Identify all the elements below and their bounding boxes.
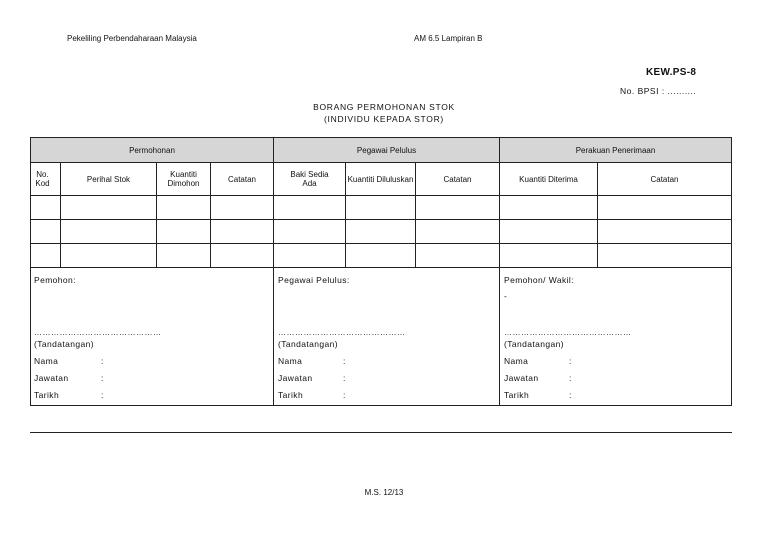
form-code: KEW.PS-8 [646,67,697,78]
column-header: Kuantiti Dimohon [167,170,200,188]
signatory-role: Pegawai Pelulus: [278,275,350,285]
column-header: Catatan [650,174,679,184]
field-label-nama: Nama [504,356,529,366]
field-label-tarikh: Tarikh [34,390,60,400]
signature-note: - [504,291,508,301]
signatory-role: Pemohon/ Wakil: [504,275,574,285]
signatory-role: Pemohon: [34,275,76,285]
field-colon: : [569,356,572,366]
divider [31,243,731,244]
signature-line: ……………………………………… [34,328,162,337]
field-label-jawatan: Jawatan [34,373,69,383]
form-subtitle: (INDIVIDU KEPADA STOR) [324,114,444,124]
field-colon: : [343,390,346,400]
field-label-tarikh: Tarikh [278,390,304,400]
signature-line: ……………………………………… [278,328,406,337]
field-colon: : [343,356,346,366]
page-rule [30,432,732,433]
section-title-pegawai-pelulus: Pegawai Pelulus [356,145,417,155]
column-header: Kuantiti Diluluskan [347,174,414,184]
form-title: BORANG PERMOHONAN STOK [313,102,455,112]
field-label-tarikh: Tarikh [504,390,530,400]
field-colon: : [101,356,104,366]
field-label-nama: Nama [278,356,303,366]
field-colon: : [343,373,346,383]
column-header: No. Kod [35,170,50,188]
circular-title: Pekeliling Perbendaharaan Malaysia [67,34,197,43]
column-header: Baki Sedia Ada [290,170,329,188]
field-colon: : [101,373,104,383]
field-colon: : [101,390,104,400]
field-label-jawatan: Jawatan [504,373,539,383]
field-label-jawatan: Jawatan [278,373,313,383]
section-title-perakuan-penerimaan: Perakuan Penerimaan [575,145,656,155]
signature-label: (Tandatangan) [504,339,565,349]
section-title-permohonan: Permohonan [129,145,175,155]
field-colon: : [569,390,572,400]
column-header: Catatan [227,174,257,184]
divider [31,267,731,268]
field-colon: : [569,373,572,383]
column-header: Perihal Stok [86,174,131,184]
column-header: Kuantiti Diterima [519,174,578,184]
signature-label: (Tandatangan) [278,339,339,349]
appendix-reference: AM 6.5 Lampiran B [414,34,483,43]
bpsi-number: No. BPSI : .......... [620,86,697,96]
field-label-nama: Nama [34,356,59,366]
divider [31,219,731,220]
signature-line: ……………………………………… [504,328,632,337]
divider [31,195,731,196]
column-header: Catatan [443,174,472,184]
signature-label: (Tandatangan) [34,339,95,349]
page-number: M.S. 12/13 [364,488,404,497]
stock-request-form [30,137,732,406]
